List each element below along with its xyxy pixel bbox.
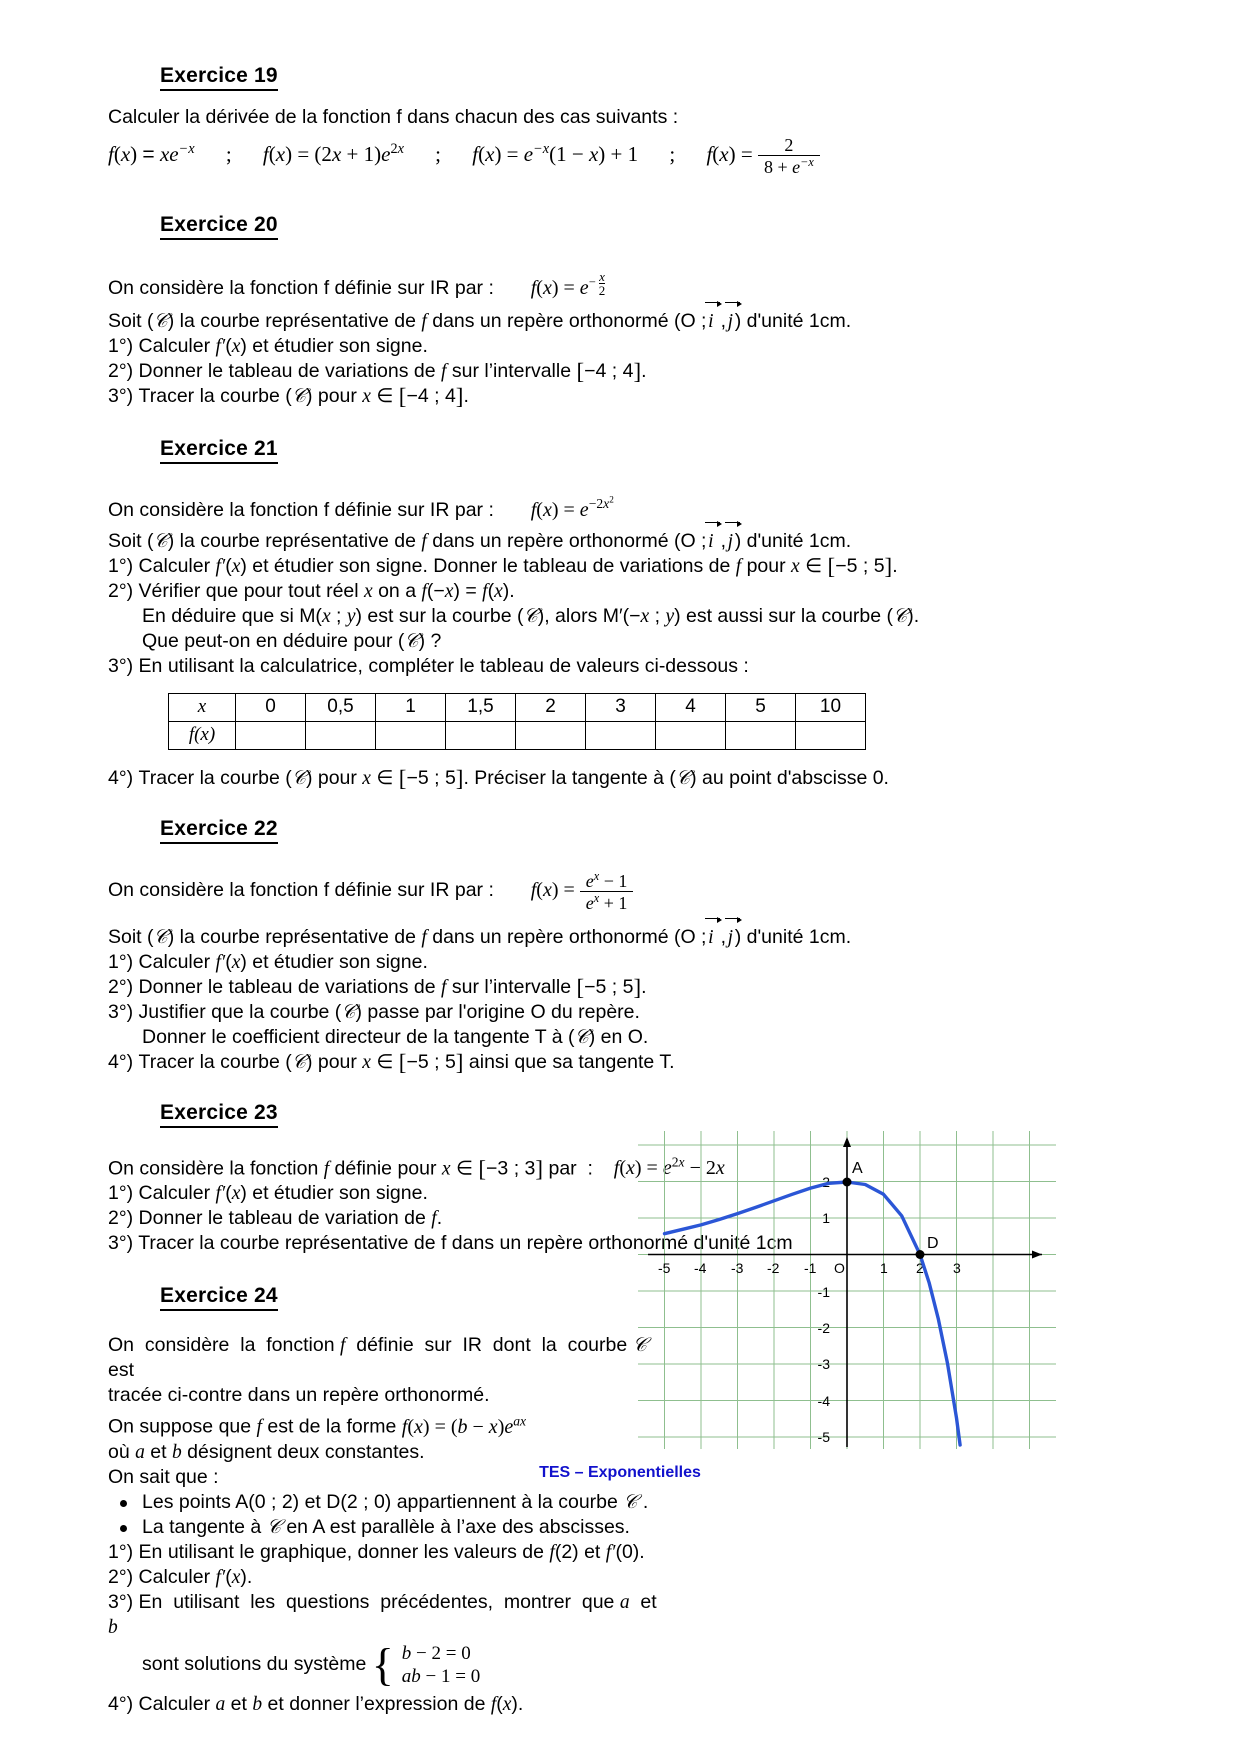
table-cell-fx-3[interactable] bbox=[446, 721, 516, 749]
equation-system bbox=[371, 1638, 481, 1690]
exercise-24-para-1a: On considère la fonction f définie sur IR dont la courbe 𝒞 est bbox=[108, 1334, 653, 1382]
x-tick--5: -5 bbox=[658, 1260, 671, 1276]
table-cell-x-1: 0,5 bbox=[306, 693, 376, 721]
y-tick-2: 2 bbox=[822, 1174, 830, 1190]
exercise-23-definition: On considère la fonction f définie pour x ∈ [−3 ; 3] par : $f(x) = e^{2x} - 2x$ bbox=[108, 1154, 725, 1182]
exercise-21-title: Exercice 21 bbox=[160, 437, 278, 464]
exercise-21-item-1: 1°) Calculer f′(x) et étudier son signe. Donner le tableau de variations de f pour x ∈ [−5 ; 5]. bbox=[108, 553, 898, 579]
table-cell-x-3: 1,5 bbox=[446, 693, 516, 721]
exercise-20-item-1: 1°) Calculer f′(x) et étudier son signe. bbox=[108, 334, 428, 357]
x-tick-labels bbox=[658, 1260, 961, 1276]
exercise-24-para-1b: tracée ci-contre dans un repère orthonormé. bbox=[108, 1384, 490, 1407]
exercise-21-item-2: 2°) Vérifier que pour tout réel x on a f(−x) = f(x). bbox=[108, 579, 515, 602]
x-tick-1: 1 bbox=[880, 1260, 888, 1276]
formula-22: f(x) = $\frac{e^x - 1}{e^x + 1}$ bbox=[531, 879, 634, 901]
exercise-24-para-2a: On suppose que f est de la forme $f(x) = (b - x)e^{ax}$ bbox=[108, 1413, 527, 1439]
table-cell-x-8: 10 bbox=[796, 693, 866, 721]
exercise-24-body bbox=[108, 1333, 668, 1717]
exercise-22-item-4: 4°) Tracer la courbe (𝒞) pour x ∈ [−5 ; 5] ainsi que sa tangente T. bbox=[108, 1049, 675, 1075]
table-cell-x-7: 5 bbox=[726, 693, 796, 721]
exercise-23-item-1: 1°) Calculer f′(x) et étudier son signe. bbox=[108, 1182, 428, 1205]
exercise-21-heading-wrap bbox=[108, 437, 1138, 464]
table-cell-x-4: 2 bbox=[516, 693, 586, 721]
table-header-fx: f(x) bbox=[169, 721, 236, 749]
formula-21: $f(x) = e^{-2x^2}$ bbox=[530, 494, 614, 521]
exercise-19-title: Exercice 19 bbox=[160, 64, 278, 91]
y-tick--1: -1 bbox=[817, 1284, 830, 1300]
formula-19-2: $f(x) = (2x + 1)e^{2x}$ bbox=[262, 141, 404, 167]
table-cell-fx-6[interactable] bbox=[656, 721, 726, 749]
exercise-21-item-2a: En déduire que si M(x ; y) est sur la courbe (𝒞), alors M′(−x ; y) est aussi sur la courbe (𝒞). bbox=[142, 604, 920, 627]
exercise-20-def-text: On considère la fonction f définie sur IR par : bbox=[108, 276, 494, 299]
exercise-24-item-2: 2°) Calculer f′(x). bbox=[108, 1566, 253, 1589]
exercise-24-para-2b: où a et b désignent deux constantes. bbox=[108, 1441, 425, 1464]
exercise-21-repere: Soit (𝒞) la courbe représentative de f dans un repère orthonormé (O ; i , j ) d'unité 1cm. bbox=[108, 529, 852, 552]
exercise-24-system-line: sont solutions du système { b − 2 = 0 ab − 1 = 0 bbox=[142, 1638, 481, 1690]
exercise-19-intro: Calculer la dérivée de la fonction f dans chacun des cas suivants : bbox=[108, 106, 679, 128]
exercise-20-item-2: 2°) Donner le tableau de variations de f sur l’intervalle [−4 ; 4]. bbox=[108, 358, 647, 384]
table-cell-fx-8[interactable] bbox=[796, 721, 866, 749]
formula-20: $f(x) = e^{- \frac{x}{2}}$ bbox=[530, 268, 606, 299]
exercise-23-title: Exercice 23 bbox=[160, 1101, 278, 1128]
point-D-marker bbox=[916, 1250, 925, 1259]
exercise-21-item-4: 4°) Tracer la courbe (𝒞) pour x ∈ [−5 ; 5]. Préciser la tangente à (𝒞) au point d'abscisse 0. bbox=[108, 765, 889, 791]
exercise-21-definition bbox=[108, 488, 1138, 523]
exercise-20-definition bbox=[108, 270, 1138, 301]
exercise-20-item-3: 3°) Tracer la courbe (𝒞) pour x ∈ [−4 ; 4]. bbox=[108, 383, 469, 409]
table-cell-x-2: 1 bbox=[376, 693, 446, 721]
system-equation-1: b − 2 = 0 bbox=[401, 1643, 471, 1665]
exercise-22-heading-wrap bbox=[108, 817, 1138, 844]
point-A-label: A bbox=[852, 1160, 863, 1177]
exercise-20-repere: Soit (𝒞) la courbe représentative de f dans un repère orthonormé (O ; i , j ) d'unité 1cm. bbox=[108, 309, 852, 332]
exercise-22-item-2: 2°) Donner le tableau de variations de f sur l’intervalle [−5 ; 5]. bbox=[108, 974, 647, 1000]
y-tick--3: -3 bbox=[817, 1356, 830, 1372]
exercise-23-heading-wrap bbox=[108, 1101, 1138, 1128]
exercise-19-heading-wrap bbox=[108, 64, 1138, 91]
y-tick-labels bbox=[818, 1174, 831, 1445]
exercise-21-def-text: On considère la fonction f définie sur IR par : bbox=[108, 498, 494, 521]
point-A-marker bbox=[843, 1178, 852, 1187]
exercise-22-repere: Soit (𝒞) la courbe représentative de f dans un repère orthonormé (O ; i , j ) d'unité 1cm. bbox=[108, 925, 852, 948]
y-tick--5: -5 bbox=[817, 1429, 830, 1445]
coordinate-plot bbox=[638, 1131, 1056, 1449]
brace-icon: { bbox=[371, 1638, 394, 1690]
exercise-20-heading-wrap bbox=[108, 213, 1138, 240]
x-tick--1: -1 bbox=[804, 1260, 817, 1276]
table-cell-fx-7[interactable] bbox=[726, 721, 796, 749]
exercise-22-item-3a: Donner le coefficient directeur de la tangente T à (𝒞) en O. bbox=[142, 1025, 649, 1048]
table-cell-x-5: 3 bbox=[586, 693, 656, 721]
table-cell-x-0: 0 bbox=[236, 693, 306, 721]
exercise-19-formulas: $f(x) = xe^{-x}$ ; $f(x) = (2x + 1)e^{2x}$ ; $f(x) = e^{-x}(1 - x) + 1$ ; f(x) = $\frac{2}{8 + e^{-x}}$ bbox=[108, 136, 1138, 177]
table-cell-fx-5[interactable] bbox=[586, 721, 656, 749]
table-cell-fx-4[interactable] bbox=[516, 721, 586, 749]
formula-19-3: $f(x) = e^{-x}(1 - x) + 1$ bbox=[472, 141, 639, 167]
table-cell-fx-0[interactable] bbox=[236, 721, 306, 749]
exercise-24-item-4: 4°) Calculer a et b et donner l’expression de f(x). bbox=[108, 1693, 524, 1716]
system-equation-2: ab − 1 = 0 bbox=[401, 1666, 481, 1688]
exercise-24-para-3: On sait que : bbox=[108, 1466, 219, 1489]
exercise-24-item-3: 3°) En utilisant les questions précédentes, montrer que a et b bbox=[108, 1591, 657, 1639]
y-tick--2: -2 bbox=[817, 1320, 830, 1336]
x-tick--3: -3 bbox=[731, 1260, 744, 1276]
formula-23: $f(x) = e^{2x} - 2x$ bbox=[613, 1154, 725, 1180]
x-tick-origin: O bbox=[834, 1260, 845, 1276]
x-tick-2: 2 bbox=[916, 1260, 924, 1276]
exercise-22-def-text: On considère la fonction f définie sur IR par : bbox=[108, 878, 494, 901]
exercise-24-title: Exercice 24 bbox=[160, 1284, 278, 1311]
exercise-24-graph bbox=[638, 1131, 1056, 1449]
exercise-23-item-2: 2°) Donner le tableau de variation de f. bbox=[108, 1207, 443, 1230]
exercise-22-item-3: 3°) Justifier que la courbe (𝒞) passe par l'origine O du repère. bbox=[108, 1000, 640, 1023]
y-tick--4: -4 bbox=[817, 1393, 830, 1409]
table-cell-x-6: 4 bbox=[656, 693, 726, 721]
exercise-20-title: Exercice 20 bbox=[160, 213, 278, 240]
exercise-22-title: Exercice 22 bbox=[160, 817, 278, 844]
exercise-24-bullet-2: La tangente à 𝒞 en A est parallèle à l’axe des abscisses. bbox=[108, 1515, 668, 1540]
exercise-21-item-2b: Que peut-on en déduire pour (𝒞) ? bbox=[142, 629, 442, 652]
table-cell-fx-1[interactable] bbox=[306, 721, 376, 749]
exercise-24-bullet-1: Les points A(0 ; 2) et D(2 ; 0) appartiennent à la courbe 𝒞 . bbox=[108, 1490, 668, 1515]
exercise-22-item-1: 1°) Calculer f′(x) et étudier son signe. bbox=[108, 950, 428, 973]
exercise-23-item-3: 3°) Tracer la courbe représentative de f dans un repère orthonormé d'unité 1cm bbox=[108, 1232, 793, 1255]
point-D-label: D bbox=[927, 1235, 939, 1252]
table-row-x bbox=[169, 693, 866, 721]
y-axis-arrow-icon bbox=[843, 1137, 851, 1147]
exercise-24-item-1: 1°) En utilisant le graphique, donner les valeurs de f(2) et f′(0). bbox=[108, 1541, 645, 1564]
x-tick--2: -2 bbox=[767, 1260, 780, 1276]
curve-path bbox=[665, 1182, 961, 1445]
x-tick-3: 3 bbox=[953, 1260, 961, 1276]
y-tick-1: 1 bbox=[822, 1210, 830, 1226]
exercise-22-definition bbox=[108, 870, 1138, 913]
formula-19-1: $f(x) = xe^{-x}$ bbox=[108, 141, 195, 167]
table-header-x: x bbox=[169, 693, 236, 721]
x-tick--4: -4 bbox=[694, 1260, 707, 1276]
page-footer: TES – Exponentielles bbox=[539, 1464, 701, 1481]
exercise-21-item-3: 3°) En utilisant la calculatrice, compléter le tableau de valeurs ci-dessous : bbox=[108, 654, 749, 677]
formula-19-4: f(x) = $\frac{2}{8 + e^{-x}}$ bbox=[706, 142, 819, 166]
table-row-fx bbox=[169, 721, 866, 749]
values-table bbox=[168, 693, 866, 750]
table-cell-fx-2[interactable] bbox=[376, 721, 446, 749]
x-axis-arrow-icon bbox=[1032, 1251, 1042, 1259]
